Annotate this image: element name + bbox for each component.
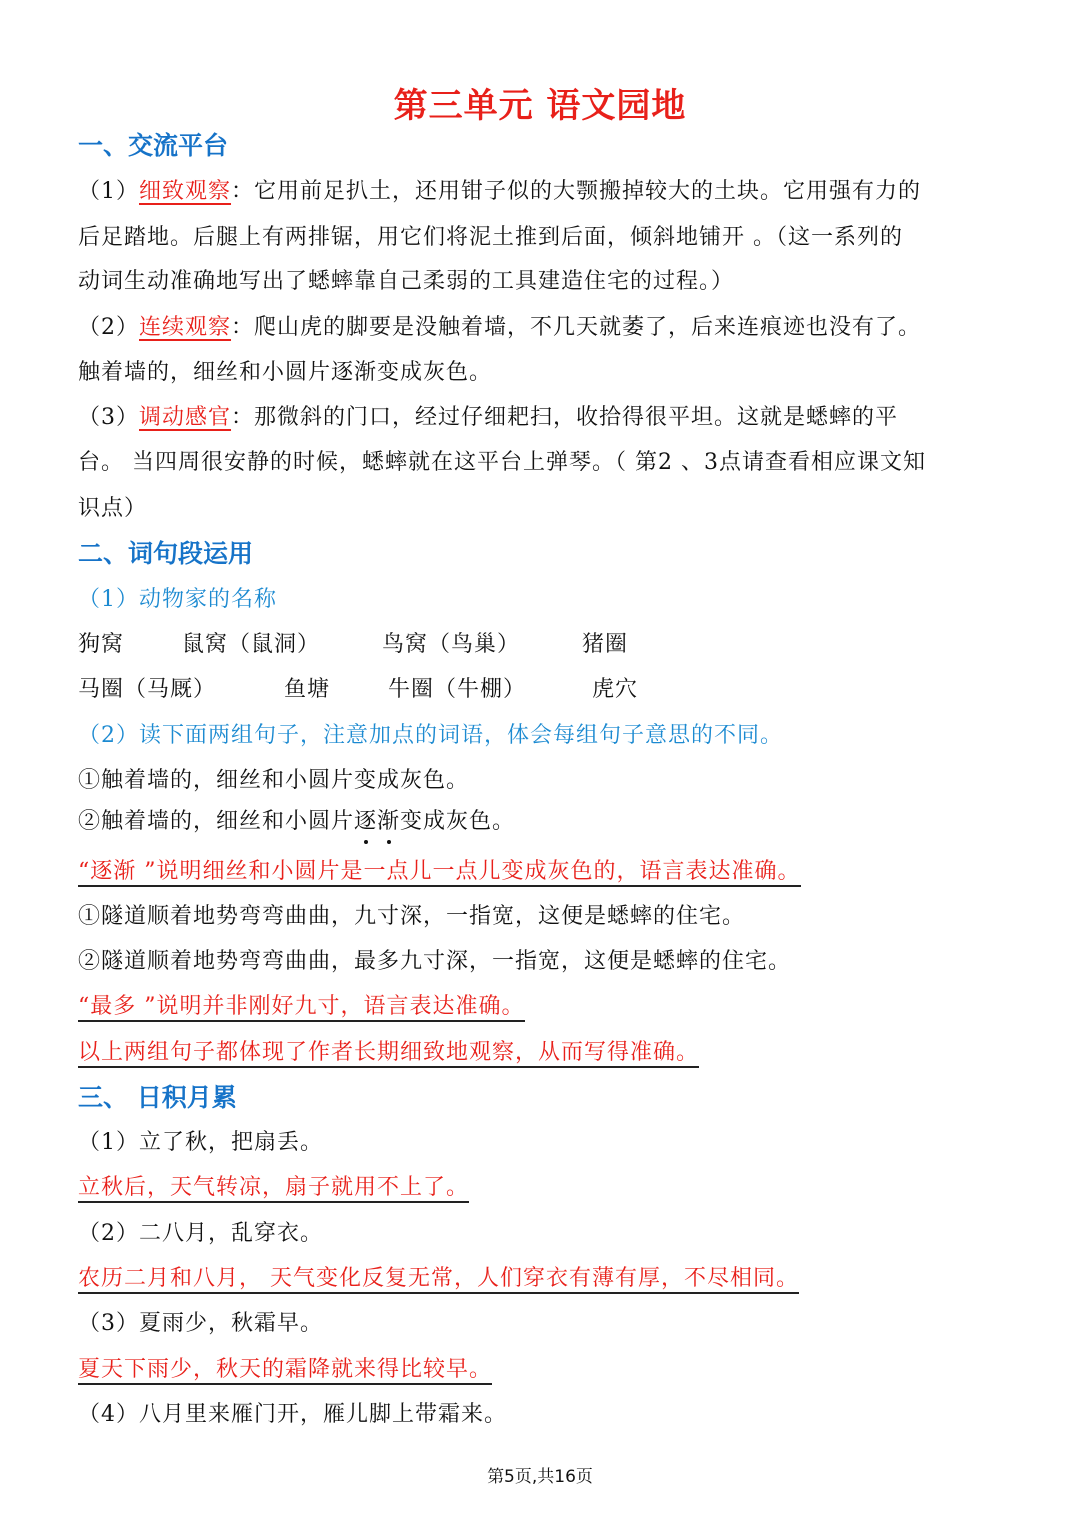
paragraph-1-line-2: 后足踏地。后腿上有两排锯，用它们将泥土推到后面，倾斜地铺开 。（这一系列的 <box>78 225 903 250</box>
home-item: 鱼塘 <box>284 677 331 702</box>
answer-1-text: “逐渐 ”说明细丝和小圆片是一点儿一点儿变成灰色的，语言表达准确。 <box>78 859 801 887</box>
paragraph-3-line-3: 识点） <box>78 496 148 521</box>
section-heading-accumulation: 三、 日积月累 <box>78 1083 237 1112</box>
paragraph-1-label: 细致观察 <box>139 179 232 204</box>
dotted-word-char: 逐 <box>354 806 377 838</box>
saying-2-explanation-text: 农历二月和八月， 天气变化反复无常，人们穿衣有薄有厚，不尽相同。 <box>78 1266 799 1294</box>
page-title: 第三单元 语文园地 <box>393 86 687 126</box>
section-heading-exchange: 一、交流平台 <box>78 131 229 160</box>
sentence-1b-start: ②触着墙的，细丝和小圆片 <box>78 809 355 834</box>
sentence-2b: ②隧道顺着地势弯弯曲曲，最多九寸深，一指宽，这便是蟋蟀的住宅。 <box>78 949 792 974</box>
saying-3-explanation <box>78 1354 492 1386</box>
paragraph-3-label: 调动感官 <box>139 405 232 430</box>
saying-4: （4）八月里来雁门开，雁儿脚上带霜来。 <box>78 1402 507 1427</box>
paragraph-1-text: ：它用前足扒土，还用钳子似的大颚搬掉较大的土块。它用强有力的 <box>231 179 922 204</box>
home-item: 马圈（马厩） <box>78 677 217 702</box>
paragraph-2-line-1 <box>78 312 921 344</box>
paragraph-3-prefix: （3） <box>78 405 139 430</box>
saying-3: （3）夏雨少，秋霜早。 <box>78 1311 323 1336</box>
paragraph-2-label: 连续观察 <box>139 315 232 340</box>
paragraph-3-text: ：那微斜的门口，经过仔细耙扫，收拾得很平坦。这就是蟋蟀的平 <box>231 405 899 430</box>
paragraph-2-line-2: 触着墙的，细丝和小圆片逐渐变成灰色。 <box>78 360 493 385</box>
home-item: 鼠窝（鼠洞） <box>182 632 321 657</box>
paragraph-2-text: ：爬山虎的脚要是没触着墙，不几天就萎了，后来连痕迹也没有了。 <box>231 315 922 340</box>
subheading-read-sentences: （2）读下面两组句子，注意加点的词语，体会每组句子意思的不同。 <box>78 723 783 748</box>
saying-1: （1）立了秋，把扇丢。 <box>78 1130 323 1155</box>
sentence-2a: ①隧道顺着地势弯弯曲曲，九寸深，一指宽，这便是蟋蟀的住宅。 <box>78 904 746 929</box>
answer-2-text: “最多 ”说明并非刚好九寸，语言表达准确。 <box>78 994 525 1022</box>
paragraph-1-prefix: （1） <box>78 179 139 204</box>
saying-2-explanation <box>78 1263 799 1295</box>
answer-2 <box>78 991 525 1023</box>
answer-1 <box>78 856 801 888</box>
dotted-word-char: 渐 <box>377 806 400 838</box>
paragraph-3-line-1 <box>78 402 898 434</box>
answer-3-text: 以上两组句子都体现了作者长期细致地观察，从而写得准确。 <box>78 1040 699 1068</box>
subheading-animal-homes: （1）动物家的名称 <box>78 587 277 612</box>
home-item: 牛圈（牛棚） <box>388 677 527 702</box>
saying-2: （2）二八月，乱穿衣。 <box>78 1221 323 1246</box>
paragraph-3-line-2: 台。 当四周很安静的时候，蟋蟀就在这平台上弹琴。（ 第2 、3点请查看相应课文知 <box>78 450 926 475</box>
paragraph-1-line-3: 动词生动准确地写出了蟋蟀靠自己柔弱的工具建造住宅的过程。） <box>78 269 735 294</box>
saying-1-explanation <box>78 1172 469 1204</box>
paragraph-1-line-1 <box>78 176 921 208</box>
saying-3-explanation-text: 夏天下雨少，秋天的霜降就来得比较早。 <box>78 1357 492 1385</box>
home-item: 鸟窝（鸟巢） <box>382 632 521 657</box>
saying-1-explanation-text: 立秋后，天气转凉，扇子就用不上了。 <box>78 1175 469 1203</box>
home-item: 猪圈 <box>582 632 629 657</box>
section-heading-usage: 二、词句段运用 <box>78 539 254 568</box>
sentence-1a: ①触着墙的，细丝和小圆片变成灰色。 <box>78 768 470 793</box>
paragraph-2-prefix: （2） <box>78 315 139 340</box>
answer-3 <box>78 1037 699 1069</box>
page-number: 第5页,共16页 <box>487 1467 593 1487</box>
home-item: 狗窝 <box>78 632 125 657</box>
home-item: 虎穴 <box>592 677 639 702</box>
sentence-1b-end: 变成灰色。 <box>400 809 516 834</box>
sentence-1b <box>78 806 515 838</box>
